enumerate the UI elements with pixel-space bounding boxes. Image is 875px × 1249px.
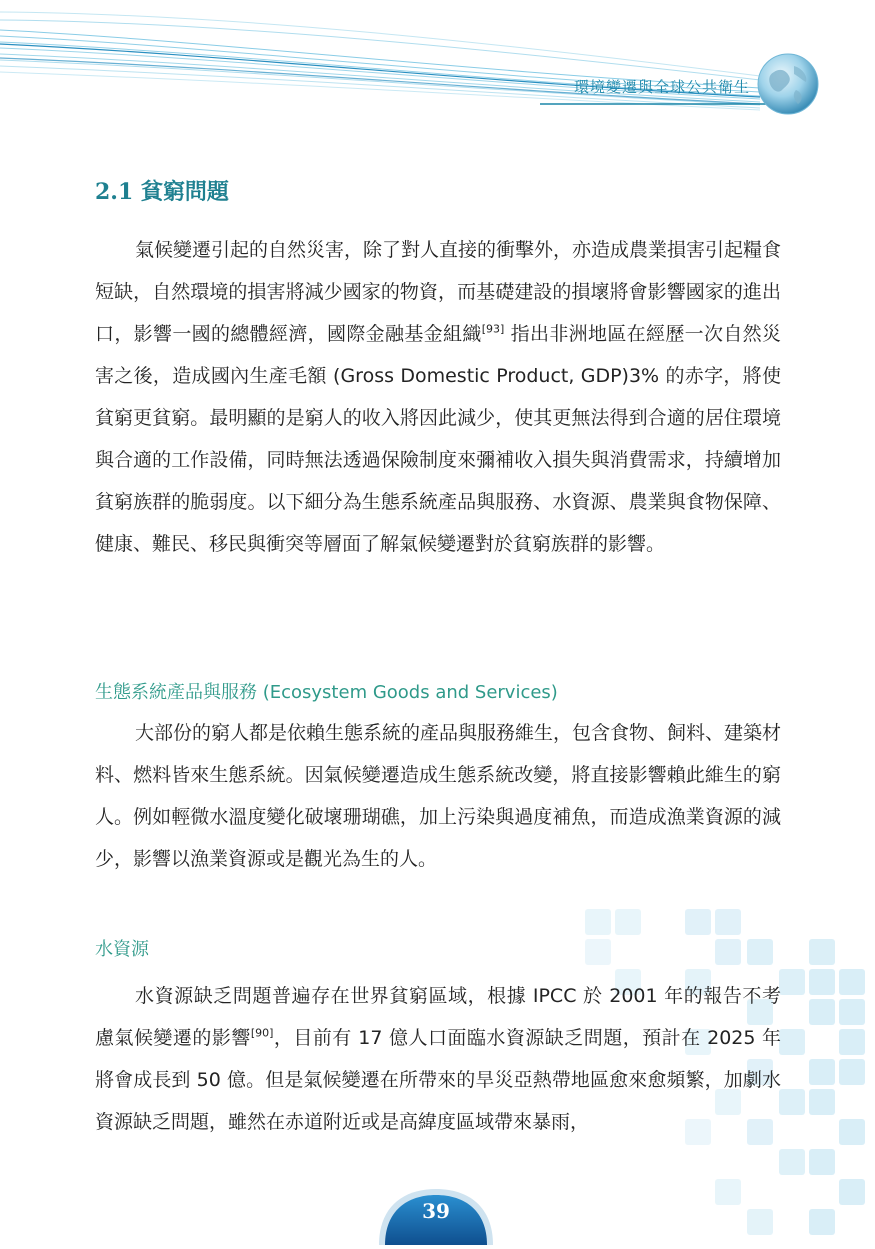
paragraph-intro — [95, 229, 781, 565]
paragraph-water-part-b: ，目前有 17 億人口面臨水資源缺乏問題，預計在 2025 年將會成長到 50 億。但是氣候變遷在所帶來的旱災亞熱帶地區愈來愈頻繁，加劇水資源缺乏問題，雖然在赤道附近或是高緯度區域帶來暴雨， — [95, 1027, 781, 1133]
citation-ref-90: [90] — [250, 1026, 274, 1040]
paragraph-water — [95, 975, 781, 1143]
header-swoosh-decoration — [0, 0, 875, 140]
section-title: 2.1 貧窮問題 — [95, 179, 229, 205]
running-header-title: 環境變遷與全球公共衛生 — [573, 78, 750, 96]
paragraph-ecosystem: 大部份的窮人都是依賴生態系統的產品與服務維生，包含食物、飼料、建築材料、燃料皆來生態系統。因氣候變遷造成生態系統改變，將直接影響賴此維生的窮人。例如輕微水溫度變化破壞珊瑚礁，加上污染與過度補魚，而造成漁業資源的減少，影響以漁業資源或是觀光為生的人。 — [95, 722, 782, 870]
globe-icon — [756, 52, 820, 116]
paragraph-intro-part-a: 氣候變遷引起的自然災害，除了對人直接的衝擊外，亦造成農業損害引起糧食短缺，自然環境的損害將減少國家的物資，而基礎建設的損壞將會影響國家的進出口，影響一國的總體經濟，國際金融基金組織 — [95, 239, 782, 345]
citation-ref-93: [93] — [481, 322, 505, 336]
page-number-badge — [377, 1185, 495, 1245]
subheading-water: 水資源 — [95, 939, 149, 960]
paragraph-intro-part-b: 指出非洲地區在經歷一次自然災害之後，造成國內生產毛額 (Gross Domestic Product, GDP)3% 的赤字，將使貧窮更貧窮。最明顯的是窮人的收入將因此減少，使其更無法得到合適的居住環境與合適的工作設備，同時無法透過保險制度來彌補收入損失與消費需求，持續增加貧窮族群的脆弱度。以下細分為生態系統產品與服務、水資源、農業與食物保障、健康、難民、移民與衝突等層面了解氣候變遷對於貧窮族群的影響。 — [95, 323, 781, 555]
page-number: 39 — [422, 1199, 450, 1223]
paragraph-water-part-a: 水資源缺乏問題普遍存在世界貧窮區域，根據 IPCC 於 2001 年的報告不考慮氣候變遷的影響 — [95, 985, 781, 1049]
subheading-ecosystem: 生態系統產品與服務 (Ecosystem Goods and Services) — [95, 682, 558, 703]
